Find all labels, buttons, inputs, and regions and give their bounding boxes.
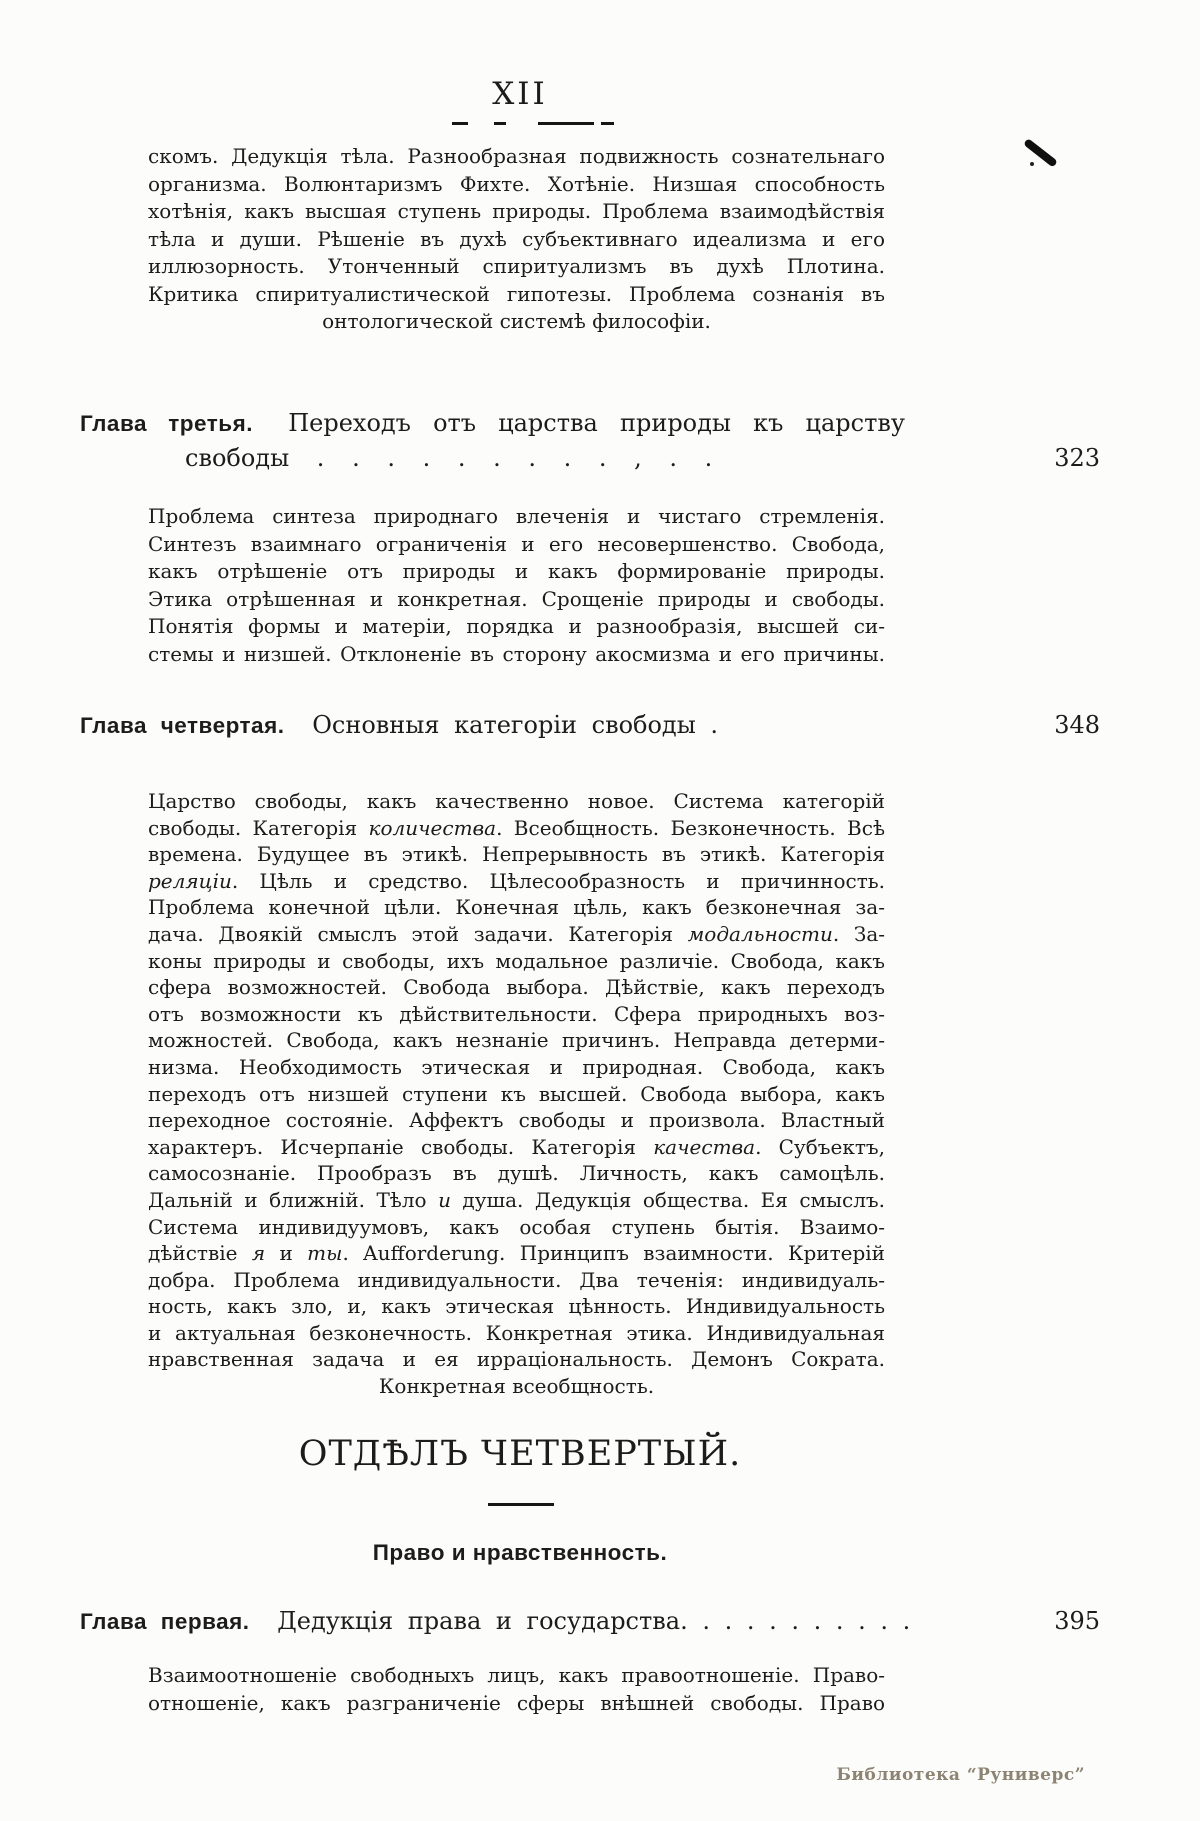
chapter-title: Переходъ отъ царства природы къ царству: [288, 409, 905, 437]
summary-line: Система индивидуумовъ, какъ особая ступень бытія. Взаимо-: [148, 1214, 885, 1239]
chapter-page-number: 348: [1054, 711, 1100, 739]
summary-line: какъ отрѣшеніе отъ природы и какъ формированіе природы.: [148, 559, 885, 583]
summary-line: [148, 815, 885, 842]
text-segment: . Aufforderung. Принципъ взаимности. Критерій: [342, 1241, 886, 1266]
italic-term: я: [251, 1241, 266, 1266]
summary-line: можностей. Свобода, какъ незнаніе причинъ. Неправда детерми-: [148, 1028, 885, 1053]
chapter-title: Основныя категоріи свободы .: [312, 711, 719, 739]
summary-line: Проблема синтеза природнаго влеченія и чистаго стремленія.: [148, 504, 885, 528]
text-segment: Дальній и ближній. Тѣло: [148, 1187, 439, 1212]
summary-line: хотѣнія, какъ высшая ступень природы. Проблема взаимодѣйствія: [148, 199, 885, 223]
summary-line: и актуальная безконечность. Конкретная этика. Индивидуальная: [148, 1320, 885, 1345]
text-segment: душа. Дедукція общества. Ея смыслъ.: [450, 1187, 885, 1212]
italic-term: ты: [307, 1241, 343, 1266]
chapter-label: Глава четвертая.: [80, 713, 299, 738]
chapter-title-continuation: свободы . . . . . . . . . , . .: [185, 444, 713, 472]
summary-line: скомъ. Дедукція тѣла. Разнообразная подвижность сознательнаго: [148, 144, 885, 168]
summary-line: нравственная задача и ея ирраціональность. Демонъ Сократа.: [148, 1347, 885, 1372]
summary-line: Царство свободы, какъ качественно новое. Система категорій: [148, 789, 885, 813]
summary-line: [148, 921, 885, 948]
chapter-title-line: [80, 1604, 1120, 1639]
italic-term: и: [438, 1187, 451, 1212]
text-segment: дача. Двоякій смыслъ этой задачи. Категорія: [148, 921, 688, 946]
summary-line: самосознаніе. Прообразъ въ душѣ. Личность, какъ самоцѣль.: [148, 1161, 885, 1186]
summary-line: Взаимоотношеніе свободныхъ лицъ, какъ правоотношеніе. Право-: [148, 1663, 885, 1687]
summary-line: переходное состояніе. Аффектъ свободы и произвола. Властный: [148, 1108, 885, 1133]
summary-line: добра. Проблема индивидуальности. Два теченія: индивидуаль-: [148, 1267, 885, 1292]
summary-line: коны природы и свободы, ихъ модальное различіе. Свобода, какъ: [148, 948, 885, 973]
summary-line: [148, 1134, 885, 1161]
italic-term: модальности: [687, 921, 833, 946]
summary-line: времена. Будущее въ этикѣ. Непрерывность въ этикѣ. Категорія: [148, 842, 885, 867]
summary-line: сфера возможностей. Свобода выбора. Дѣйствіе, какъ переходъ: [148, 975, 885, 1000]
chapter-label: Глава третья.: [80, 411, 275, 436]
text-segment: . За-: [832, 921, 885, 946]
ornament-dash: [601, 122, 614, 125]
summary-line: онтологической системѣ философіи.: [322, 309, 711, 333]
toc-chapter-entry: [80, 1604, 1120, 1639]
summary-line: Проблема конечной цѣли. Конечная цѣль, какъ безконечная за-: [148, 895, 885, 920]
summary-line: отъ возможности къ дѣйствительности. Сфера природныхъ воз-: [148, 1001, 885, 1026]
italic-term: качества: [653, 1134, 756, 1159]
italic-term: реляціи: [148, 868, 232, 893]
summary-line: Синтезъ взаимнаго ограниченія и его несовершенство. Свобода,: [148, 531, 885, 556]
summary-line: организма. Волюнтаризмъ Фихте. Хотѣніе. Низшая способность: [148, 171, 885, 196]
summary-line: тѣла и души. Рѣшеніе въ духѣ субъективнаго идеализма и его: [148, 226, 885, 251]
section-divider-rule: [488, 1503, 554, 1506]
summary-line: Понятія формы и матеріи, порядка и разнообразія, высшей си-: [148, 614, 885, 638]
toc-chapter-entry: [80, 708, 1120, 743]
summary-line: стемы и низшей. Отклоненіе въ сторону акосмизма и его причины.: [148, 641, 885, 666]
summary-line: Этика отрѣшенная и конкретная. Срощеніе природы и свободы.: [148, 586, 885, 611]
chapter-summary: [148, 503, 885, 668]
text-segment: . Субъектъ,: [755, 1134, 885, 1159]
chapter-summary: [148, 143, 885, 336]
page-content: [80, 0, 1120, 1821]
summary-line: переходъ отъ низшей ступени къ высшей. Свобода выбора, какъ: [148, 1081, 885, 1106]
italic-term: количества: [368, 815, 497, 840]
ornament-dash: [452, 122, 468, 125]
chapter-label: Глава первая.: [80, 1609, 264, 1634]
text-segment: . Цѣль и средство. Цѣлесообразность и причинность.: [231, 868, 885, 893]
chapter-summary: [148, 1662, 885, 1717]
summary-line: низма. Необходимость этическая и природная. Свобода, какъ: [148, 1054, 885, 1079]
summary-line: [148, 868, 885, 895]
section-subtitle: Право и нравственность.: [372, 1540, 668, 1565]
section-title: ОТДѢЛЪ ЧЕТВЕРТЫЙ.: [298, 1434, 742, 1474]
summary-line: Конкретная всеобщность.: [378, 1374, 655, 1399]
chapter-title: Дедукція права и государства. . . . . . . . . . .: [277, 1607, 911, 1635]
summary-line: ность, какъ зло, и, какъ этическая цѣнность. Индивидуальность: [148, 1294, 885, 1319]
ornament-dash: [538, 122, 594, 125]
summary-line: иллюзорность. Утонченный спиритуализмъ въ духѣ Плотина.: [148, 254, 885, 278]
summary-line: [148, 1187, 885, 1214]
summary-line: Критика спиритуалистической гипотезы. Проблема сознанія въ: [148, 281, 885, 306]
chapter-page-number: 323: [1054, 444, 1100, 472]
ink-dot: [1030, 162, 1034, 166]
text-segment: свободы. Категорія: [148, 815, 369, 840]
chapter-title-line: [80, 406, 905, 441]
text-segment: дѣйствіе: [148, 1241, 252, 1266]
text-segment: характеръ. Исчерпаніе свободы. Категорія: [148, 1134, 654, 1159]
library-watermark: Библиотека “Руниверс”: [836, 1765, 1085, 1785]
toc-chapter-entry: [80, 406, 1120, 476]
text-segment: . Всеобщность. Безконечность. Всѣ: [496, 815, 885, 840]
summary-line: отношеніе, какъ разграниченіе сферы внѣшней свободы. Право: [148, 1690, 885, 1715]
text-segment: и: [265, 1241, 308, 1266]
summary-line: [148, 1240, 885, 1267]
chapter-page-number: 395: [1054, 1607, 1100, 1635]
page-roman-numeral: XII: [492, 76, 548, 112]
chapter-title-line: [80, 708, 1120, 743]
chapter-summary: [148, 788, 885, 1400]
ornament-dash: [494, 122, 506, 125]
